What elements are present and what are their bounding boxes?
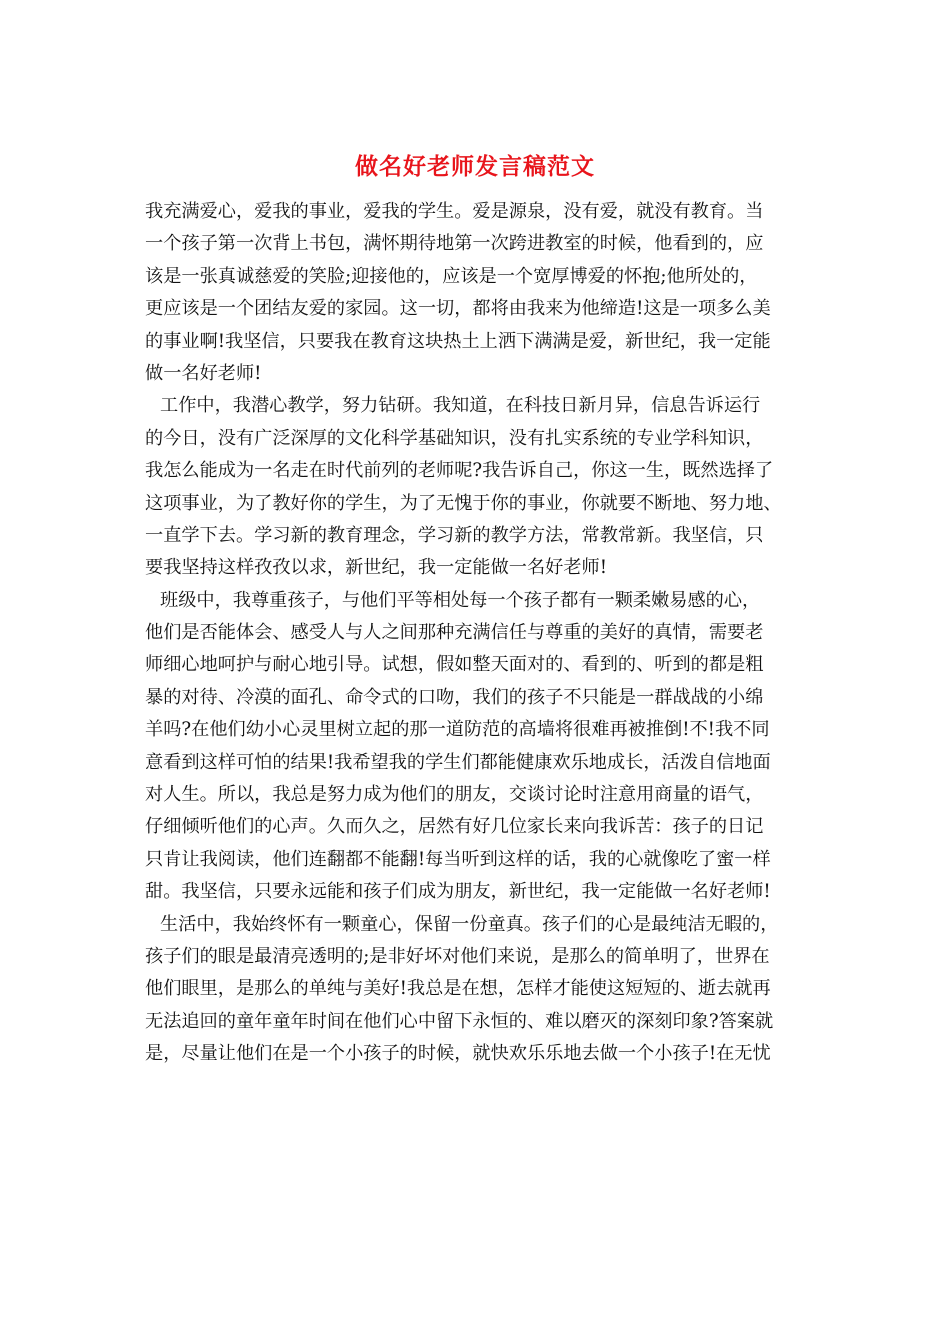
text-line: 这项事业，为了教好你的学生，为了无愧于你的事业，你就要不断地、努力地、 (145, 492, 782, 514)
text-line: 生活中，我始终怀有一颗童心，保留一份童真。孩子们的心是最纯洁无暇的， (160, 913, 779, 935)
text-line: 无法追回的童年童年时间在他们心中留下永恒的、难以磨灭的深刻印象?答案就 (145, 1010, 774, 1032)
text-line: 甜。我坚信，只要永远能和孩子们成为朋友，新世纪，我一定能做一名好老师! (145, 881, 771, 903)
text-line: 我充满爱心，爱我的事业，爱我的学生。爱是源泉，没有爱，就没有教育。当 (145, 201, 764, 222)
text-line: 意看到这样可怕的结果!我希望我的学生们都能健康欢乐地成长，活泼自信地面 (145, 751, 771, 773)
document-title: 做名好老师发言稿范文 (355, 153, 595, 180)
text-line: 羊吗?在他们幼小心灵里树立起的那一道防范的高墙将很难再被推倒!不!我不同 (145, 719, 770, 741)
text-line: 工作中，我潜心教学，努力钻研。我知道，在科技日新月异，信息告诉运行 (160, 395, 761, 417)
text-line: 做一名好老师! (145, 362, 262, 384)
text-line: 仔细倾听他们的心声。久而久之，居然有好几位家长来向我诉苦：孩子的日记 (145, 816, 764, 838)
text-line: 一个孩子第一次背上书包，满怀期待地第一次跨进教室的时候，他看到的，应 (145, 233, 764, 255)
text-line: 孩子们的眼是最清亮透明的;是非好坏对他们来说，是那么的简单明了，世界在 (145, 945, 770, 967)
text-line: 暴的对待、冷漠的面孔、命令式的口吻，我们的孩子不只能是一群战战的小绵 (145, 686, 764, 708)
text-line: 他们眼里，是那么的单纯与美好!我总是在想，怎样才能使这短短的、逝去就再 (145, 978, 771, 1000)
text-line: 师细心地呵护与耐心地引导。试想，假如整天面对的、看到的、听到的都是粗 (145, 654, 764, 676)
text-line: 的今日，没有广泛深厚的文化科学基础知识，没有扎实系统的专业学科知识， (145, 427, 764, 449)
text-line: 的事业啊!我坚信，只要我在教育这块热土上洒下满满是爱，新世纪，我一定能 (145, 330, 771, 352)
text-line: 更应该是一个团结友爱的家园。这一切，都将由我来为他缔造!这是一项多么美 (145, 298, 771, 320)
text-line: 一直学下去。学习新的教育理念，学习新的教学方法，常教常新。我坚信，只 (145, 524, 764, 546)
text-line: 对人生。所以，我总是努力成为他们的朋友，交谈讨论时注意用商量的语气， (145, 784, 764, 806)
text-line: 他们是否能体会、感受人与人之间那种充满信任与尊重的美好的真情，需要老 (145, 622, 764, 644)
text-line: 只肯让我阅读，他们连翻都不能翻!每当听到这样的话，我的心就像吃了蜜一样 (145, 848, 771, 870)
text-line: 要我坚持这样孜孜以求，新世纪，我一定能做一名好老师! (145, 557, 607, 579)
text-line: 是，尽量让他们在是一个小孩子的时候，就快欢乐乐地去做一个小孩子!在无忧 (145, 1043, 771, 1065)
text-line: 班级中，我尊重孩子，与他们平等相处每一个孩子都有一颗柔嫩易感的心， (160, 589, 761, 611)
text-line: 我怎么能成为一名走在时代前列的老师呢?我告诉自己，你这一生，既然选择了 (145, 460, 774, 482)
text-line: 该是一张真诚慈爱的笑脸;迎接他的，应该是一个宽厚博爱的怀抱;他所处的， (145, 265, 758, 287)
document-body (145, 196, 811, 1071)
